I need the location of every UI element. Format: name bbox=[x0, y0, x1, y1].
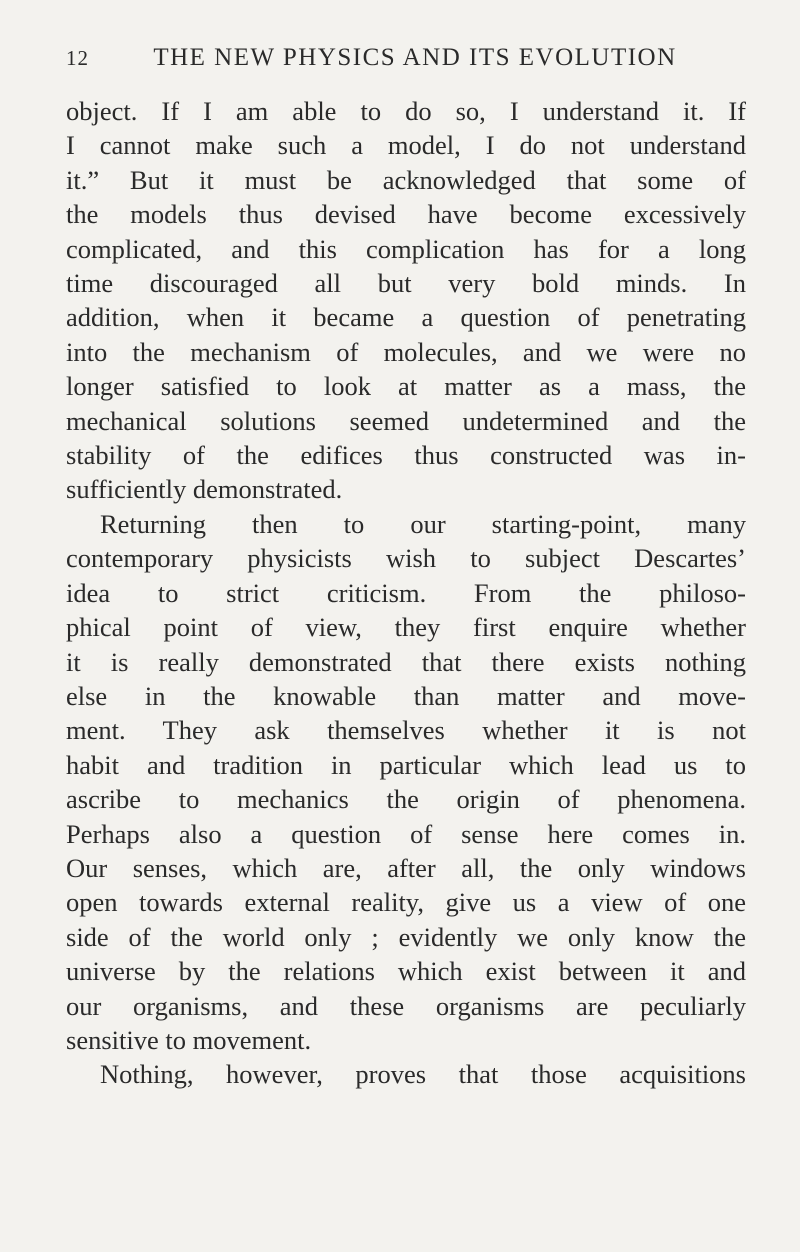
running-title: THE NEW PHYSICS AND ITS EVOLUTION bbox=[153, 44, 677, 71]
text-line: our organisms, and these organisms are peculiarly bbox=[66, 990, 746, 1021]
text-line: idea to strict criticism. From the philoso- bbox=[66, 577, 746, 608]
page-number: 12 bbox=[66, 46, 89, 70]
text-line: sensitive to movement. bbox=[66, 1024, 312, 1055]
text-line: longer satisfied to look at matter as a mass, the bbox=[66, 371, 746, 402]
text-line: open towards external reality, give us a view of one bbox=[66, 887, 746, 918]
text-line: ascribe to mechanics the origin of phenomena. bbox=[66, 784, 746, 815]
text-line: Returning then to our starting-point, many bbox=[100, 508, 746, 539]
text-line: it.” But it must be acknowledged that some of bbox=[66, 164, 746, 195]
text-line: else in the knowable than matter and move- bbox=[66, 680, 746, 711]
text-line: mechanical solutions seemed undetermined and the bbox=[66, 405, 746, 436]
text-line: addition, when it became a question of penetrating bbox=[66, 302, 746, 333]
running-head bbox=[66, 44, 746, 72]
text-line: contemporary physicists wish to subject Descartes’ bbox=[66, 543, 746, 574]
text-line: Perhaps also a question of sense here comes in. bbox=[66, 818, 746, 849]
text-line: I cannot make such a model, I do not understand bbox=[66, 130, 746, 161]
text-line: stability of the edifices thus constructed was in- bbox=[66, 440, 746, 471]
text-line: the models thus devised have become excessively bbox=[66, 199, 746, 230]
text-line: complicated, and this complication has for a long bbox=[66, 233, 746, 264]
text-line: sufficiently demonstrated. bbox=[66, 474, 343, 505]
text-line: Nothing, however, proves that those acquisitions bbox=[100, 1059, 746, 1090]
body-text bbox=[66, 94, 746, 1092]
text-line: ment. They ask themselves whether it is not bbox=[66, 715, 746, 746]
text-line: universe by the relations which exist between it and bbox=[66, 956, 746, 987]
text-line: habit and tradition in particular which lead us to bbox=[66, 749, 746, 780]
text-line: time discouraged all but very bold minds. In bbox=[66, 268, 746, 299]
text-line: object. If I am able to do so, I understand it. If bbox=[66, 96, 746, 126]
text-line: it is really demonstrated that there exists nothing bbox=[66, 646, 746, 677]
text-line: side of the world only ; evidently we only know the bbox=[66, 921, 746, 952]
text-line: phical point of view, they first enquire whether bbox=[66, 612, 746, 643]
text-line: into the mechanism of molecules, and we were no bbox=[66, 336, 746, 367]
text-line: Our senses, which are, after all, the only windows bbox=[66, 852, 746, 883]
